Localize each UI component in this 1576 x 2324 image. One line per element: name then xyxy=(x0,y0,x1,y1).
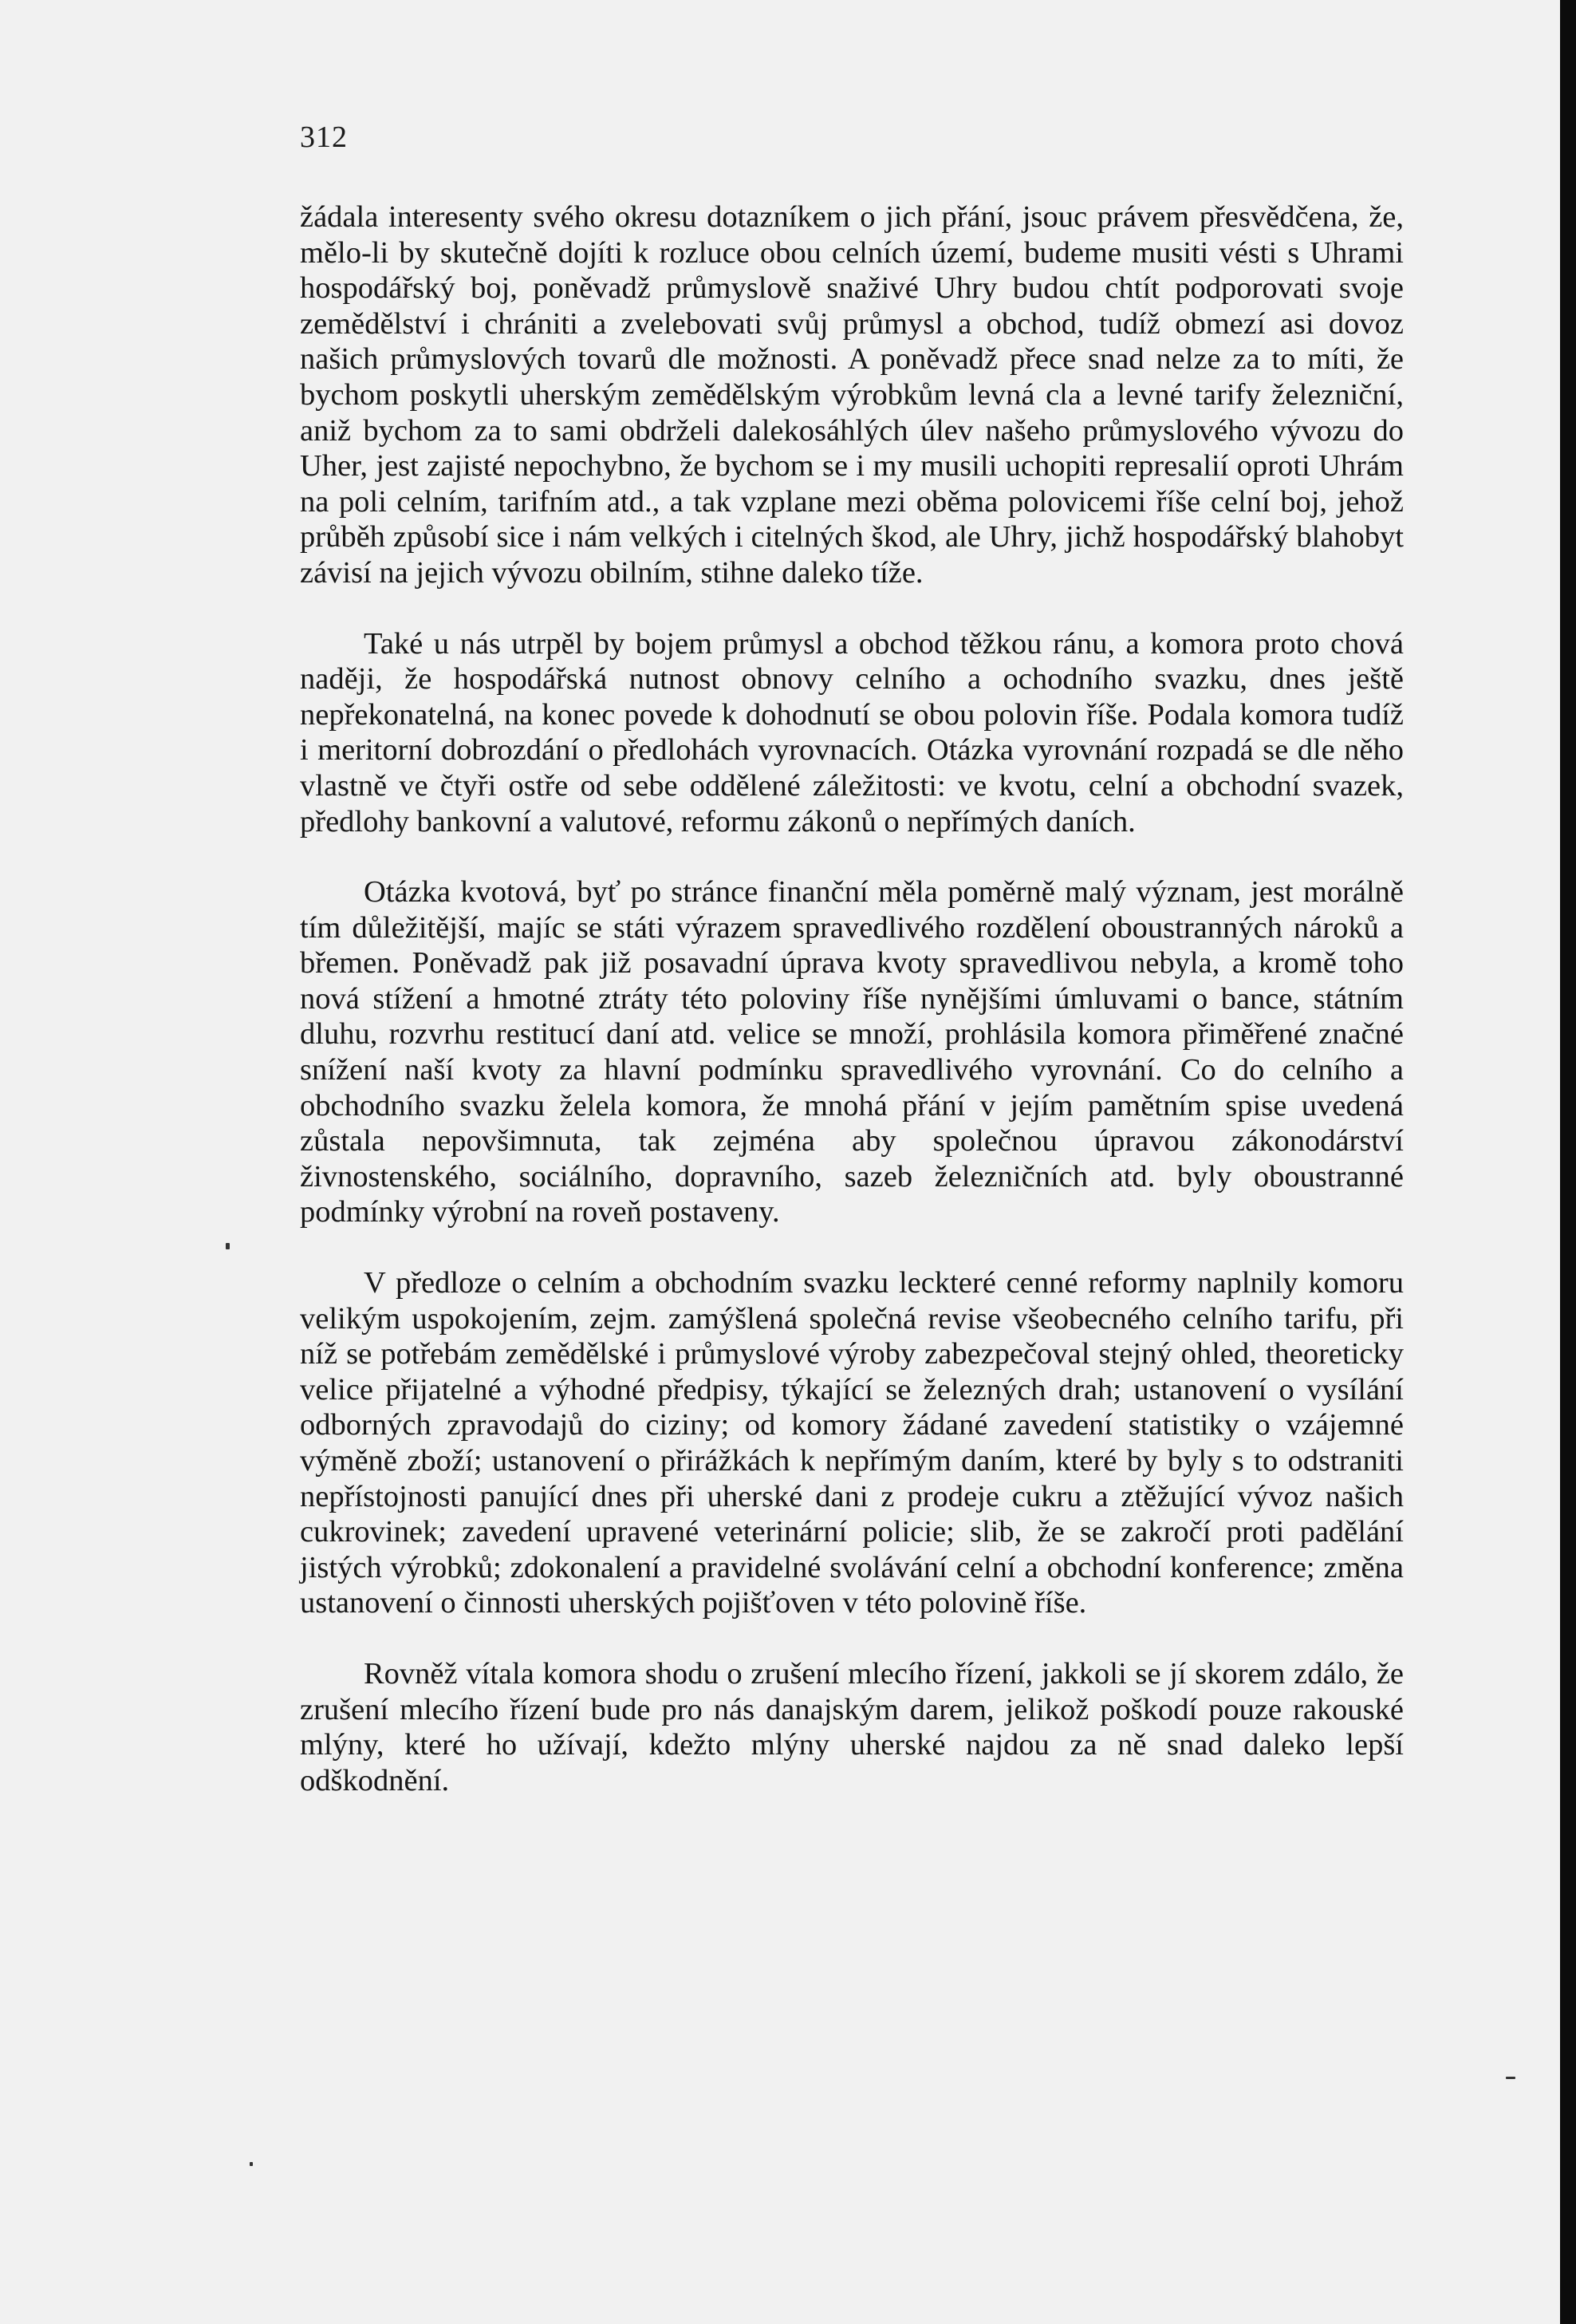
body-text xyxy=(300,199,1404,1798)
paragraph-2: Také u nás utrpěl by bojem průmysl a obchod těžkou ránu, a komora proto chová naději, že hospodářská nutnost obnovy celního a ochodního svazku, dnes ještě nepřekonatelná, na konec povede k dohodnutí se obou polovin říše. Podala komora tudíž i meritorní dobrozdání o předlohách vyrovnacích. Otázka vyrovnání rozpadá se dle něho vlastně ve čtyři ostře od sebe oddělené záležitosti: ve kvotu, celní a obchodní svazek, předlohy bankovní a valutové, reformu zákonů o nepřímých daních. xyxy=(300,626,1404,838)
paragraph-4: V předloze o celním a obchodním svazku leckteré cenné reformy naplnily komoru velikým uspokojením, zejm. zamýšlená společná revise všeobecného celního tarifu, při níž se potřebám zemědělské i průmyslové výroby zabezpečoval stejný ohled, theoreticky velice přijatelné a výhodné předpisy, týkající se železných drah; ustanovení o vysílání odborných zpravodajů do ciziny; od komory žádané zavedení statistiky o vzájemné výměně zboží; ustanovení o přirážkách k nepřímým daním, které by byly s to odstraniti nepřístojnosti panující dnes při uherské dani z prodeje cukru a ztěžující vývoz našich cukrovinek; zavedení upravené veterinární policie; slib, že se zakročí proti padělání jistých výrobků; zdokonalení a pravidelné svolávání celní a obchodní konference; změna ustanovení o činnosti uherských pojišťoven v této polovině říše. xyxy=(300,1266,1404,1620)
scan-speck xyxy=(250,2162,253,2166)
paragraph-5: Rovněž vítala komora shodu o zrušení mlecího řízení, jakkoli se jí skorem zdálo, že zrušení mlecího řízení bude pro nás danajským darem, jelikož poškodí pouze rakouské mlýny, které ho užívají, kdežto mlýny uherské najdou za ně snad daleko lepší odškodnění. xyxy=(300,1656,1404,1797)
scan-speck xyxy=(1506,2077,1515,2079)
page-number: 312 xyxy=(300,120,348,154)
paragraph-3: Otázka kvotová, byť po stránce finanční měla poměrně malý význam, jest morálně tím důležitější, majíc se státi výrazem spravedlivého rozdělení oboustranných nároků a břemen. Poněvadž pak již posavadní úprava kvoty spravedlivou nebyla, a kromě toho nová stížení a hmotné ztráty této poloviny říše nynějšími úmluvami o bance, státním dluhu, rozvrhu restitucí daní atd. velice se množí, prohlásila komora přiměřené značné snížení naší kvoty za hlavní podmínku spravedlivého vyrovnání. Co do celního a obchodního svazku želela komora, že mnohá přání v jejím pamětním spise uvedená zůstala nepovšimnuta, tak zejména aby společnou úpravou zákonodárství živnostenského, sociálního, dopravního, sazeb železničních atd. byly oboustranné podmínky výrobní na roveň postaveny. xyxy=(300,875,1404,1229)
scan-speck xyxy=(226,1243,230,1249)
paragraph-1: žádala interesenty svého okresu dotazníkem o jich přání, jsouc právem přesvědčena, že, mělo-li by skutečně dojíti k rozluce obou celních území, budeme musiti vésti s Uhrami hospodářský boj, poněvadž průmyslově snaživé Uhry budou chtít podporovati svoje zemědělství i chrániti a zvelebovati svůj průmysl a obchod, tudíž obmezí asi dovoz našich průmyslových tovarů dle možnosti. A poněvadž přece snad nelze za to míti, že bychom poskytli uherským zemědělským výrobkům levná cla a levné tarify železniční, aniž bychom za to sami obdrželi dalekosáhlých úlev našeho průmyslového vývozu do Uher, jest zajisté nepochybno, že bychom se i my musili uchopiti represalií oproti Uhrám na poli celním, tarifním atd., a tak vzplane mezi oběma polovicemi říše celní boj, jehož průběh způsobí sice i nám velkých i citelných škod, ale Uhry, jichž hospodářský blahobyt závisí na jejich vývozu obilním, stihne daleko tíže. xyxy=(300,200,1404,590)
scan-edge xyxy=(1560,0,1576,2324)
